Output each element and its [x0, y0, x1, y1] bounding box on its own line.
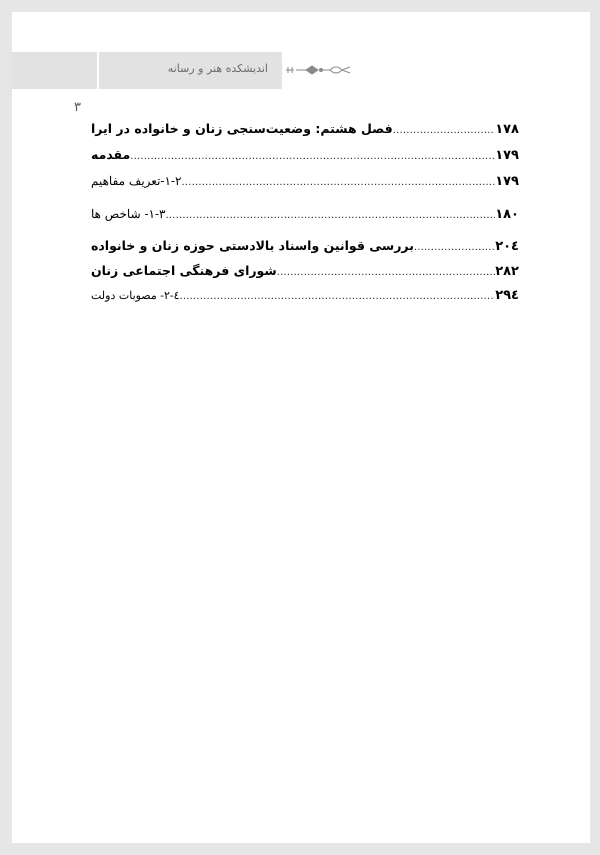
toc-leader-dots [181, 177, 495, 188]
toc-entry[interactable] [90, 288, 520, 308]
toc-entry[interactable] [90, 207, 520, 227]
toc-entry[interactable] [90, 121, 520, 141]
toc-leader-dots [414, 242, 495, 253]
toc-entry-page: ۲۸۲ [495, 264, 519, 279]
toc-leader-dots [277, 267, 496, 278]
header-page-number-box [12, 52, 97, 115]
toc-entry-title: فصل هشتم: وضعیت‌سنجی زنان و خانواده در ایرا [91, 121, 393, 136]
toc-entry[interactable] [90, 263, 520, 283]
toc-entry[interactable] [90, 147, 520, 167]
toc-leader-dots [393, 125, 496, 136]
toc-entry-page: ۱۷۹ [495, 148, 519, 163]
toc-entry-page: ۱۷۹ [495, 174, 519, 189]
toc-entry-title: ٤-۲- مصوبات دولت [91, 289, 180, 302]
toc-entry-title: مقدمه [91, 147, 131, 162]
toc-entry-title: ۱-۲-تعریف مفاهیم [91, 174, 182, 188]
toc-entry-page: ۲۰٤ [495, 239, 519, 254]
toc-entry[interactable] [90, 174, 520, 194]
toc-entry-page: ۱۷۸ [495, 122, 519, 137]
header-title: اندیشکده هنر و رسانه [167, 62, 268, 75]
toc-entry-title: بررسی قوانین واسناد بالادستی حوزه زنان و خانواده [91, 238, 414, 253]
toc-leader-dots [165, 210, 495, 221]
document-page [12, 12, 590, 843]
toc-entry-page: ۱۸۰ [495, 207, 519, 222]
toc-entry-title: ۱-۳- شاخص ها [91, 207, 166, 221]
toc-leader-dots [130, 151, 495, 162]
decorative-ornament-icon [284, 62, 354, 78]
toc-entry-title: شورای فرهنگی اجتماعی زنان [91, 263, 277, 278]
toc-entry[interactable] [90, 238, 520, 258]
page-number: ٣ [74, 100, 81, 115]
toc-leader-dots [180, 291, 496, 302]
toc-entry-page: ۲۹٤ [495, 288, 519, 303]
